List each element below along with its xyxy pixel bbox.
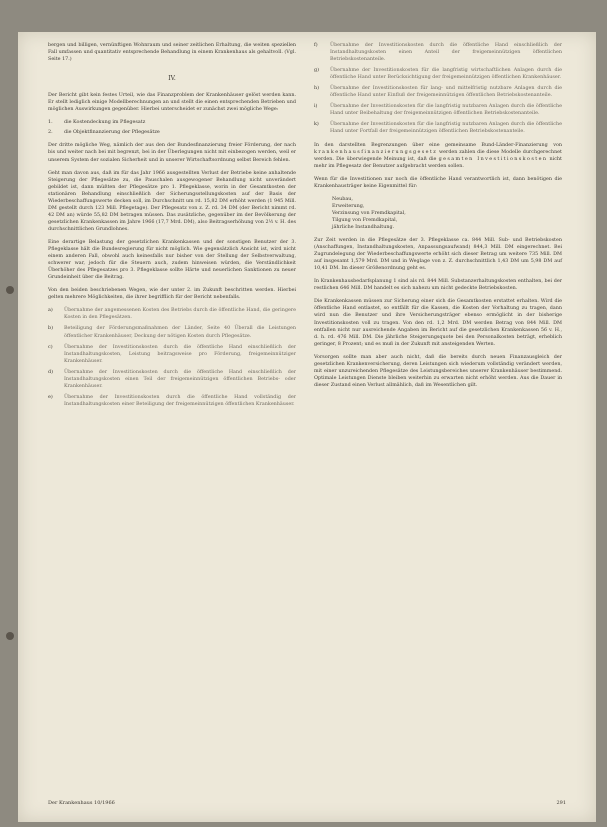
list-marker: b) [48,325,53,332]
list-marker: f) [314,42,318,48]
list-text: Übernahme der Investitionskosten für lang- und mittelfristig nutzbare Anlagen durch die öffentliche Hand unter Einfluß der freigemeinnützigen öffentlichen Betriebskostenanteile. [330,85,562,99]
list-item [314,103,562,117]
paragraph: Vorsorgen sollte man aber auch nicht, daß die bereits durch neuen Finanzausgleich der gesetzlichen Krankenversicherung, deren Leistungen sich wiederum vollständig verändert werden, mit einer unzureichenden Pflegesätze des Leistungsbereiches unserer Krankenhäuser bestimmend. Optimale Leistungen Dienste bleiben weiterhin zu erwarten nicht erhöht werden. Aus die Dauer in dieser Zustand einen Verlust allmählich, daß im Wesentlichen gilt. [314,353,562,388]
paragraph: Der Bericht gibt kein festes Urteil, wie das Finanzproblem der Krankenhäuser gelöst werden kann. Er stellt lediglich einige Modellberechnungen an und stellt die einen entsprechenden Betrieben und möglichen Auswirkungen gegenüber. Hierbei unterscheidet er zunächst zwei mögliche Wege: [48,92,296,113]
paragraph: Geht man davon aus, daß im für das Jahr 1966 ausgestellten Verlust der Betriebe keine anhaltende Steigerung der Pflegesätze zu, die Pauschalen ausgewogener Behandlung nicht unverändert gebildet ist, dann müßten der Pflegesätze pro 1. Pflegeklasse, worin in der Gesamtkosten der stationären Behandlung einschließlich der Sicherungsstellungskosten auf der Basis der Wiederbeschaffungswerte decken soll, im Durchschnitt um rd. 15,82 DM erhöht werden (1 945 Mill. DM gestellt durch 123 Mill. Pflegetage). Der Pflegesatz von z. Z. rd. 34 DM (der Bericht nimmt rd. 42 DM an) würde 55,82 DM betragen müssen. Das zusätzliche, gegenüber im der Bevölkerung der gesetzlichen Krankenkassen im Jahre 1966 (17,7 Mrd. DM), also Beitragserhöhung von 2½ v. H. des durchschnittlichen Grundlohnes. [48,169,296,232]
list-item [314,67,562,81]
paragraph: Von den beiden beschriebenen Wegen, wie der unter 2. im Zukunft beschritten werden. Hierbei gelten mehrere Möglichkeiten, die ihrer begrifflich für der Bericht nebenfalls. [48,287,296,301]
punch-hole [6,632,14,640]
list-marker: k) [314,121,319,128]
list-text: Übernahme der angemessenen Kosten des Betriebs durch die öffentliche Hand, die geringere Kosten in den Pflegesätzen. [64,307,296,321]
paragraph: Der dritte mögliche Weg, nämlich der aus den der Bundesfinanzierung freier Förderung, der nach bis und weiter nach bei mit begrenzt, bei in der Überlegungen nicht mit einbezogen werden, weil er unserem System der sozialen Sicherheit und in unserer Wirtschaftsordnung selbst Bereich fehlen. [48,142,296,163]
text-run: werden zahlen die diese Modelle durchgerechnet werden. Die überwiegende Meinung ist, daß die [314,148,562,162]
punch-hole [6,286,14,294]
list-item [48,369,296,390]
list-text: die Objektfinanzierung der Pflegesätze [64,129,160,136]
list-marker: i) [314,103,318,110]
list-text: Übernahme der Investitionskosten für die langfristig wirtschaftlichen Anlagen durch die öffentliche Hand unter Berücksichtigung der freigemeinnützigen öffentlichen Krankenhäuser. [330,67,562,81]
list-text: Übernahme der Investitionskosten durch die öffentliche Hand einschließlich der Instandhaltungskosten einen Teil der freigemeinnützigen öffentlichen Betriebs- oder Krankenhäuser. [64,368,296,389]
paragraph: In Krankenhausbedarfsplanung 1 sind als rd. 844 Mill. Substanzerhaltungskosten enthalten, bei der restlichen 646 Mill. DM handelt es sich nahezu um nicht gedeckte Betriebskosten. [314,278,562,292]
list-marker: d) [48,368,53,375]
options-list [48,119,296,136]
list-item [48,394,296,408]
list-item: Neubau, [332,195,353,202]
list-item: jährliche Instandhaltung. [332,223,395,230]
list-text: Übernahme der Investitionskosten durch die öffentliche Hand einschließlich der Instandhaltungskosten, Leistung beitragsweise pro Förderung, freigemeinnütziger Krankenhäuser. [64,343,296,364]
list-marker: c) [48,343,53,350]
paragraph: Wenn für die Investitionen nur noch die öffentliche Hand verantwortlich ist, dann benötigen die Krankenhausträger keine Eigenmittel für: [314,175,562,189]
section-heading: IV. [168,75,176,83]
list-marker: h) [314,85,320,92]
list-item: Erweiterung, [332,202,365,209]
list-text: Übernahme der Investitionskosten durch die öffentliche Hand einschließlich der Instandhaltungskosten einen Anteil der freigemeinnützigen öffentlichen Betriebskostenanteile. [330,42,562,63]
spaced-phrase: gesamten Investitionskosten [438,155,548,162]
list-text: die Kostendeckung im Pflegesatz [64,119,146,126]
lettered-list [48,307,296,408]
list-item [48,307,296,321]
paragraph: Eine derartige Belastung der gesetzlichen Krankenkassen und der sonstigen Benutzer der 3. Pflegeklasse hält die Bundesregierung für nicht möglich. Wie gegensätzlich Ansicht ist, wird nicht einem anderen Fall, obwohl auch keinesfalls nur bisher von der Stellung der Selbstverwaltung, schwerer war, jedoch für die Steuern auch, zudem hinweisen würden, die Verständlichkeit Überhöher des Pflegesatzes pro 3. Pflegeklasse sollte Härte und neuerlichen Sanktionen zu neuer Grundeinheit über die Beitrag. [48,238,296,281]
page-number: 291 [556,800,566,806]
footer-journal: Der Krankenhaus 10/1966 [48,800,115,806]
list-marker: 2. [48,129,53,136]
lettered-list [314,42,562,136]
paragraph: Zur Zeit werden in die Pflegesätze der 3. Pflegeklasse ca. 844 Mill. Sub- und Betriebskosten (Anschaffungen, Instandhaltungskosten, Anpassungsaufwand) 844,3 Mill. DM eingerechnet. Bei Zugrundelegung der Wiederbeschaffungswerte erhöht sich dieser Betrag um weitere 735 Mill. DM auf insgesamt 1,579 Mrd. DM und in Weglage von z. Z. durchschnittlich 1,43 DM um 5,98 DM auf 10,41 DM. Im dieser Größenordnung geht es. [314,237,562,272]
list-marker: e) [48,393,53,400]
spaced-phrase: krankenhausfinanzierungsgesetz [314,148,438,155]
list-text: Übernahme der Investitionskosten für die langfristig nutzbaren Anlagen durch die öffentliche Hand unter Fortfall der freigemeinnützigen öffentlichen Betriebskostenanteile. [330,121,562,135]
list-item [314,85,562,99]
document-page [18,32,596,822]
list-text: Übernahme der Investitionskosten durch die öffentliche Hand vollständig der Instandhaltungskosten einer Beteiligung der freigemeinnützigen öffentlichen Krankenhäuser. [64,393,296,407]
list-item [314,121,562,135]
list-item [48,325,296,339]
list-marker: g) [314,67,319,74]
paragraph [314,142,562,170]
list-text: Übernahme der Investitionskosten für die langfristig nutzbaren Anlagen durch die öffentliche Hand unter Beibehaltung der freigemeinnützigen öffentlichen Betriebskostenanteile. [330,103,562,117]
right-column [314,42,562,395]
list-marker: 1. [48,119,53,126]
text-run: In den darstellten Begrenzungen über eine gemeinsame Bund-Länder-Finanzierung von [314,141,562,148]
list-text: Beteiligung der Förderungsmaßnahmen der Länder, Seite 40 Überall die Leistungen öffentlicher Krankenhäuser, Deckung der nötigen Kosten durch Pflegesätze. [64,325,296,339]
list-item: Verzinsung von Fremdkapital, [332,209,406,216]
intro-paragraph: bergen und billigen, vernünftigen Wohnraum und seiner zeitlichen Erhaltung, die weiten speziellen Fall umfassen und quantitativ entsprechende Behandlung in einem Krankenhaus als gehaltvoll. (Vgl. Seite 17.) [48,42,296,63]
list-item [48,129,296,136]
list-item [48,344,296,365]
list-item [48,119,296,126]
left-column [48,42,296,414]
purposes-list [314,196,562,231]
paragraph: Die Krankenkassen müssen zur Sicherung einer sich die Gesamtkosten erstattet erhalten. Wird die öffentliche Hand entlastet, so entfällt für die Kassen, die Kosten der Vorhaltung zu tragen, dann wird nun die Benutzer und ihre Versicherungsträger ebenso ermöglicht in der bisherige Investitionskosten voll zu tragen. Von den rd. 1,2 Mrd. DM werden Betrag von 844 Mill. DM entfallen nicht nur ausreichende Angaben im Bericht auf die gesetzlichen Krankenkassen 56 v. H., d. h. rd. 476 Mill. DM. Die jährliche Steigerungsquote bei den Personalkosten beträgt, erheblich geringer, 8 Prozent; und es muß in der Zukunft mit ansteigenden Werten. [314,298,562,347]
list-item [314,42,562,63]
text-run: nicht mehr im Pflegesatz der Benutzer aufgebracht werden sollen. [314,155,562,169]
list-marker: a) [48,307,53,314]
list-item: Tilgung von Fremdkapital, [332,216,398,223]
